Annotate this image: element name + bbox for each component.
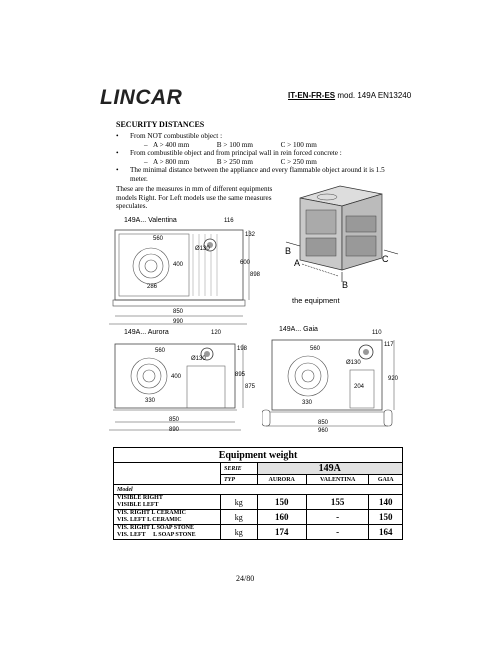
dim-label: 920 [388, 376, 399, 382]
bullet-item: • The minimal distance between the appliance and every flammable object around it is 1.5 meter. [116, 166, 396, 183]
table-row: VIS. RIGHT L CERAMIC VIS. LEFT L CERAMIC kg 160 - 150 [114, 510, 403, 525]
dim-label: 895 [235, 372, 246, 378]
equipment-label-b2: B [342, 280, 349, 290]
dim-label: 400 [171, 374, 182, 380]
dim-label: 850 [169, 417, 180, 423]
dim-label: 330 [145, 398, 156, 404]
security-bullets [116, 132, 396, 184]
measures-note: These are the measures in mm of different equipments models Right. For Left models use the same measures speculates. [116, 185, 273, 211]
dim-label: 898 [250, 272, 261, 278]
column-header: VALENTINA [306, 475, 369, 485]
bullet-sub: – A > 800 mm B > 250 mm C > 250 mm [144, 157, 317, 166]
dim-label: 132 [245, 232, 256, 238]
dim-label: 850 [318, 420, 329, 426]
dim-label: 960 [318, 428, 329, 434]
gaia-title: 149A... Gaia [276, 326, 321, 333]
dim-label: 600 [240, 260, 251, 266]
table-row: VIS. RIGHT L SOAP STONE VIS. LEFT L SOAP STONE kg 174 - 164 [114, 525, 403, 540]
dim-label: 116 [224, 218, 234, 224]
dim-label: Ø130 [191, 356, 206, 362]
aurora-title: 149A... Aurora [121, 329, 172, 336]
equipment-label-b: B [285, 246, 292, 256]
valentina-title: 149A... Valentina [121, 217, 180, 224]
dim-label: 198 [237, 346, 248, 352]
header-model: mod. 149A EN13240 [337, 91, 412, 100]
dim-label: 400 [173, 262, 184, 268]
page-number: 24/80 [236, 574, 255, 583]
equipment-caption: the equipment [292, 296, 340, 305]
bullet-sub: – A > 400 mm B > 100 mm C > 100 mm [144, 140, 317, 149]
gaia-drawing [262, 326, 404, 436]
table-row: VISIBLE RIGHT VISIBLE LEFT kg 150 155 140 [114, 495, 403, 510]
dim-label: 286 [147, 284, 158, 290]
dim-label: Ø130 [346, 360, 361, 366]
equipment-diagram [282, 180, 402, 305]
header-reference [288, 91, 411, 100]
equipment-label-a: A [294, 258, 301, 268]
dim-label: 204 [354, 384, 365, 390]
dim-label: Ø130 [195, 246, 210, 252]
header-langs: IT-EN-FR-ES [288, 91, 336, 100]
dim-label: 120 [211, 330, 222, 336]
dim-label: 890 [169, 427, 180, 433]
dim-label: 330 [302, 400, 313, 406]
table-blank [114, 463, 221, 485]
valentina-drawing [107, 218, 262, 330]
bullet-item: • From NOT combustible object : – A > 400 mm B > 100 mm C > 100 mm [116, 132, 396, 149]
section-title: SECURITY DISTANCES [116, 120, 205, 129]
typ-label: TYP [221, 475, 258, 485]
dim-label: 850 [173, 309, 184, 315]
dim-label: 110 [372, 330, 382, 336]
dim-label: 560 [310, 346, 321, 352]
aurora-diagram [107, 330, 257, 438]
brand-logo: LINCAR [100, 86, 183, 109]
dim-label: 117 [384, 342, 394, 348]
bullet-item: • From combustible object and from principal wall in rein forced concrete : – A > 800 mm B > 250 mm C > 250 mm [116, 149, 396, 166]
serie-value: 149A [257, 463, 402, 475]
model-label: Model [114, 485, 403, 495]
dim-label: 560 [153, 236, 164, 242]
valentina-diagram [107, 218, 262, 330]
gaia-diagram [262, 326, 404, 436]
dim-label: 560 [155, 348, 166, 354]
table-title: Equipment weight [114, 448, 403, 463]
aurora-drawing [107, 330, 257, 438]
dim-label: 990 [173, 319, 184, 325]
equipment-weight-table [113, 447, 403, 540]
column-header: AURORA [257, 475, 306, 485]
column-header: GAIA [369, 475, 403, 485]
equipment-label-c: C [382, 254, 389, 264]
serie-label: SERIE [221, 463, 258, 475]
dim-label: 875 [245, 384, 256, 390]
